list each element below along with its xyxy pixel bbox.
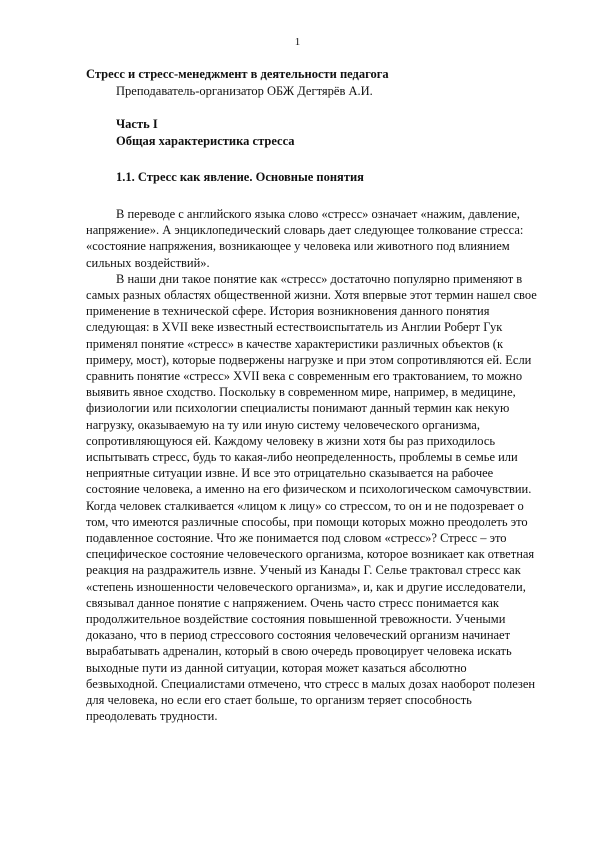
body-text (86, 206, 538, 725)
paragraph: В переводе с английского языка слово «стресс» означает «нажим, давление, напряжение». А энциклопедический словарь дает следующее толкование стресса: «состояние напряжения, возникающее у человека или животного под влиянием сильных воздействий». (86, 207, 524, 270)
page-number: 1 (294, 36, 301, 48)
section-heading: 1.1. Стресс как явление. Основные понятия (116, 170, 364, 184)
part-heading: Общая характеристика стресса (116, 134, 295, 148)
paragraph: В наши дни такое понятие как «стресс» достаточно популярно применяют в самых разных областях общественной жизни. Хотя впервые этот термин нашел свое применение в технической сфере. История возникновения данного понятия следующая: в XVII веке известный естествоиспытатель из Англии Роберт Гук применял понятие «стресс» в качестве характеристики различных объектов (к примеру, мост), которые подвержены нагрузке и при этом сопротивляются ей. Если сравнить понятие «стресс» XVII века с современным его трактованием, то можно выявить явное сходство. Поскольку в современном мире, например, в медицине, физиологии или психологии специалисты понимают данный термин как некую нагрузку, оказываемую на ту или иную систему человеческого организма, сопротивляющуюся ей. Каждому человеку в жизни хотя бы раз приходилось испытывать стресс, будь то какая-либо неопределенность, проблемы в семье или неприятные ситуации извне. И все это отрицательно сказывается на рабочее состояние человека, а именно на его физическом и психологическом самочувствии. Когда человек сталкивается «лицом к лицу» со стрессом, то он и не подозревает о том, что имеются различные способы, при помощи которых можно преодолеть это подавленное состояние. Что же понимается под словом «стресс»? Стресс – это специфическое состояние человеческого организма, которое возникает как ответная реакция на раздражитель извне. Ученый из Канады Г. Селье трактовал стресс как «степень изношенности человеческого организма», и, как и другие исследователи, связывал данное понятие с напряжением. Очень часто стресс понимается как продолжительное воздействие состояния повышенной тревожности. Учеными доказано, что в период стрессового состояния человеческий организм начинает вырабатывать адреналин, который в свою очередь провоцирует человека искать выходные пути из данной ситуации, которая может казаться абсолютно безвыходной. Специалистами отмечено, что стресс в малых дозах наоборот полезен для человека, но если его стает больше, то организм теряет способность преодолевать трудности. (86, 271, 537, 724)
document-title: Стресс и стресс-менеджмент в деятельности педагога (86, 67, 389, 81)
part-heading-block (116, 116, 295, 150)
document-header (86, 66, 526, 100)
part-label: Часть I (116, 117, 158, 131)
document-author: Преподаватель-организатор ОБЖ Дегтярёв А.И. (116, 84, 373, 98)
